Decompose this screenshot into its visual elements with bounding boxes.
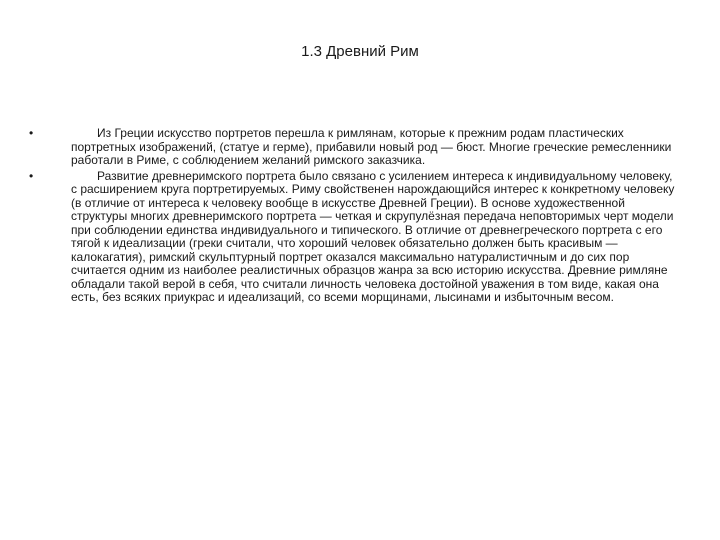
bullet-list: [29, 127, 679, 307]
bullet-dot-icon: •: [29, 126, 34, 140]
bullet-dot-icon: •: [29, 168, 34, 183]
bullet-item: [29, 127, 679, 168]
bullet-text: Развитие древнеримского портрета было связано с усилением интереса к индивидуальному человеку, с расширением круга портретируемых. Риму свойственен нарождающийся интерес к конкретному человеку (в отличие от интереса к человеку вообще в искусстве Древней Греции). В основе художественной структуры многих древнеримского портрета — четкая и скрупулёзная передача неповторимых черт модели при соблюдении единства индивидуального и типического. В отличие от древнегреческого портрета с его тягой к идеализации (греки считали, что хороший человек обязательно должен быть красивым — калокагатия), римский скульптурный портрет оказался максимально натуралистичным и до сих пор считается одним из наиболее реалистичных образцов жанра за всю историю искусства. Древние римляне обладали такой верой в себя, что считали личность человека достойной уважения в том виде, какая она есть, без всяких приукрас и идеализаций, со всеми морщинами, лысинами и избыточным весом.: [71, 168, 675, 304]
bullet-text: Из Греции искусство портретов перешла к римлянам, которые к прежним родам пластических портретных изображений, (статуе и герме), прибавили новый род — бюст. Многие греческие ремесленники работали в Риме, с соблюдением желаний римского заказчика.: [71, 126, 672, 167]
slide-title: 1.3 Древний Рим: [301, 43, 419, 60]
bullet-item: [29, 170, 679, 305]
